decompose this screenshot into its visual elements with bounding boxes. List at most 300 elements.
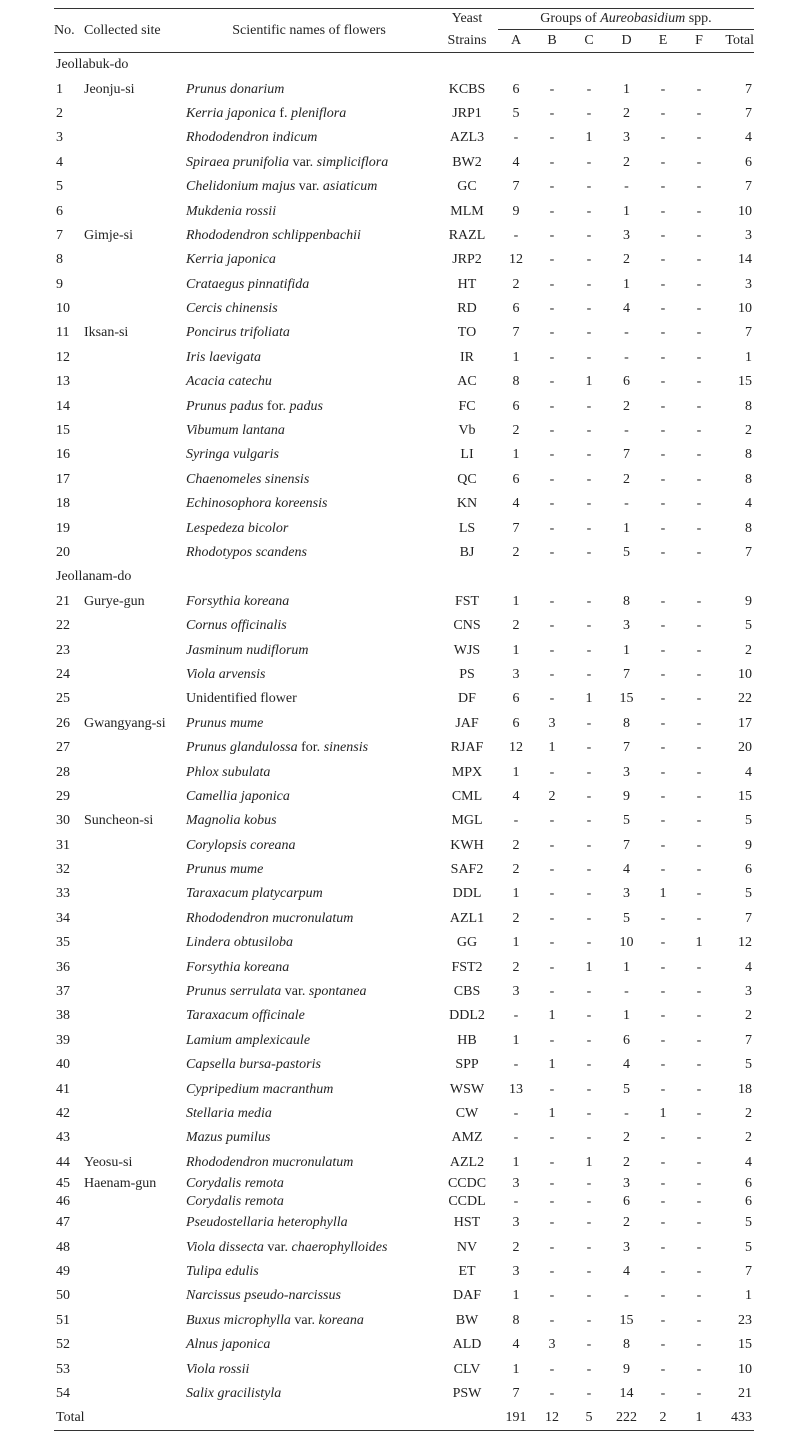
row-total: 21 (738, 1385, 752, 1401)
group-b-count: - (549, 691, 555, 707)
row-number: 6 (56, 203, 63, 219)
collected-site (84, 858, 182, 882)
group-e-count: - (660, 1130, 666, 1146)
group-b-count: - (549, 813, 555, 829)
group-b-count: 3 (548, 715, 556, 731)
row-total: 23 (738, 1312, 752, 1328)
group-a-count: 1 (512, 935, 520, 951)
row-total: 6 (745, 1175, 752, 1191)
group-c-count: - (586, 1361, 592, 1377)
table-row (54, 712, 754, 736)
row-number: 7 (56, 227, 63, 243)
collected-site (84, 760, 182, 784)
group-a-count: 8 (512, 1312, 520, 1328)
group-b-count: 2 (548, 788, 556, 804)
scientific-name (182, 541, 436, 565)
group-d-count: 7 (623, 740, 630, 756)
row-total: 7 (745, 1263, 752, 1279)
group-d-count: 14 (619, 1385, 634, 1401)
group-d-count: 2 (623, 1154, 630, 1170)
table-row (54, 126, 754, 150)
table-row (54, 419, 754, 443)
group-e-count: - (660, 447, 666, 463)
scientific-name (182, 712, 436, 736)
row-total: 9 (745, 593, 752, 609)
yeast-strain: MGL (451, 813, 483, 829)
group-f-count: - (696, 910, 702, 926)
group-e-count: - (660, 1263, 666, 1279)
row-number: 22 (56, 618, 70, 634)
row-number: 44 (56, 1154, 70, 1170)
header-groups (498, 9, 754, 30)
group-e-count: - (660, 1337, 666, 1353)
row-total: 5 (745, 1239, 752, 1255)
group-d-count: 8 (623, 715, 630, 731)
collected-site (84, 1309, 182, 1333)
row-number: 36 (56, 959, 70, 975)
group-a-count: 1 (512, 642, 520, 658)
group-d-count: 1 (623, 1008, 630, 1024)
scientific-name-part: Lespedeza bicolor (186, 520, 289, 536)
table-row (54, 1029, 754, 1053)
header-groups-prefix: Groups of (540, 11, 601, 26)
group-e-count: - (660, 203, 666, 219)
group-a-count: - (513, 1057, 519, 1073)
scientific-name (182, 126, 436, 150)
group-b-count: - (549, 203, 555, 219)
row-total: 5 (745, 1057, 752, 1073)
yeast-strain: QC (457, 471, 477, 487)
group-b-count: - (549, 1193, 555, 1209)
table-row (54, 931, 754, 955)
group-c-count: - (586, 788, 592, 804)
table-row (54, 663, 754, 687)
group-a-count: 6 (512, 691, 520, 707)
table-row (54, 1260, 754, 1284)
collected-site (84, 1126, 182, 1150)
scientific-name (182, 614, 436, 638)
row-total: 10 (738, 301, 752, 317)
group-d-count: 8 (623, 1337, 630, 1353)
collected-site (84, 1357, 182, 1381)
group-d-count: 5 (623, 910, 630, 926)
group-f-count: - (696, 1032, 702, 1048)
row-total: 6 (745, 1193, 752, 1209)
group-d-count: 7 (623, 837, 630, 853)
table-row (54, 468, 754, 492)
yeast-strain: HT (457, 276, 477, 292)
scientific-name-part: for. (263, 398, 290, 414)
group-a-count: 13 (509, 1081, 523, 1097)
group-b-count: - (549, 618, 555, 634)
collected-site: Gurye-gun (84, 593, 145, 609)
yeast-strain: AZL2 (449, 1154, 485, 1170)
scientific-name-part: var. (289, 154, 317, 170)
group-b-count: - (549, 959, 555, 975)
group-c-count: - (586, 1057, 592, 1073)
collected-site (84, 126, 182, 150)
row-total: 7 (745, 81, 752, 97)
scientific-name (182, 809, 436, 833)
group-c-count: - (586, 886, 592, 902)
yeast-strain: KWH (450, 837, 484, 853)
group-c-count: - (586, 837, 592, 853)
scientific-name-part: Mazus pumilus (186, 1130, 271, 1146)
collected-site (84, 1193, 182, 1211)
group-f-count: - (696, 618, 702, 634)
scientific-name-part: pleniflora (291, 105, 347, 121)
row-number: 10 (56, 301, 70, 317)
row-number: 19 (56, 520, 70, 536)
yeast-strain: JRP2 (452, 252, 482, 268)
group-b-count: - (549, 496, 555, 512)
group-c-count: - (586, 1263, 592, 1279)
group-b-count: - (549, 471, 555, 487)
row-number: 37 (56, 984, 70, 1000)
collected-site (84, 785, 182, 809)
scientific-name-part: Rhododendron schlippenbachii (186, 227, 361, 243)
group-f-count: - (696, 1130, 702, 1146)
yeast-strain: PSW (452, 1385, 482, 1401)
group-e-count: - (660, 520, 666, 536)
group-f-count: - (696, 1312, 702, 1328)
yeast-strain: DDL (452, 886, 482, 902)
group-a-count: 1 (512, 1032, 520, 1048)
group-b-count: 3 (548, 1337, 556, 1353)
group-c-count: 1 (585, 959, 593, 975)
group-a-count: 1 (512, 764, 520, 780)
group-d-count: 2 (623, 398, 630, 414)
yeast-strain: KN (456, 496, 478, 512)
table-row (54, 955, 754, 979)
scientific-name (182, 1309, 436, 1333)
collected-site (84, 1004, 182, 1028)
group-f-count: - (696, 764, 702, 780)
row-number: 33 (56, 886, 70, 902)
table-row (54, 175, 754, 199)
scientific-name (182, 760, 436, 784)
group-a-count: - (513, 1105, 519, 1121)
table-row (54, 1151, 754, 1175)
group-c-count: - (586, 203, 592, 219)
group-b-count: - (549, 886, 555, 902)
group-e-count: - (660, 837, 666, 853)
totals-row (54, 1406, 754, 1431)
group-d-count: 4 (623, 1057, 630, 1073)
yeast-strain: CCDL (448, 1193, 486, 1209)
table-row (54, 516, 754, 540)
group-a-count: 2 (512, 276, 520, 292)
scientific-name-part: Poncirus trifoliata (186, 325, 290, 341)
yeast-strain: RJAF (450, 740, 484, 756)
yeast-strain: WSW (449, 1081, 485, 1097)
scientific-name (182, 1284, 436, 1308)
row-total: 5 (745, 1215, 752, 1231)
scientific-name-part: Alnus japonica (186, 1337, 271, 1353)
scientific-name-part: Spiraea prunifolia (186, 154, 290, 170)
group-e-count: - (660, 1215, 666, 1231)
group-a-count: 3 (512, 666, 520, 682)
group-e-count: - (660, 910, 666, 926)
row-total: 4 (745, 959, 752, 975)
row-number: 45 (56, 1175, 70, 1191)
table-row (54, 882, 754, 906)
group-a-count: - (513, 1130, 519, 1146)
collected-site (84, 1235, 182, 1259)
yeast-strain: Vb (458, 423, 476, 439)
group-f-count: - (696, 740, 702, 756)
group-f-count: - (696, 154, 702, 170)
group-b-count: - (549, 398, 555, 414)
scientific-name (182, 980, 436, 1004)
group-d-count: 2 (623, 471, 630, 487)
group-b-count: - (549, 179, 555, 195)
group-f-count: - (696, 837, 702, 853)
group-e-count: - (660, 1361, 666, 1377)
group-c-count: - (586, 301, 592, 317)
group-f-count: - (696, 203, 702, 219)
group-f-count: - (696, 447, 702, 463)
group-f-count: - (696, 520, 702, 536)
scientific-name (182, 394, 436, 418)
header-no: No. (54, 9, 84, 53)
scientific-name-part: Mukdenia rossii (186, 203, 277, 219)
scientific-name (182, 419, 436, 443)
table-row (54, 273, 754, 297)
row-total: 9 (745, 837, 752, 853)
header-group-d: D (608, 30, 645, 53)
table-row (54, 785, 754, 809)
scientific-name (182, 907, 436, 931)
row-total: 1 (745, 349, 752, 365)
collected-site: Haenam-gun (84, 1175, 157, 1191)
collected-site: Jeonju-si (84, 81, 135, 97)
table-row (54, 1004, 754, 1028)
group-c-count: - (586, 1193, 592, 1209)
table-row (54, 1284, 754, 1308)
group-b-count: - (549, 764, 555, 780)
scientific-name-part: Capsella bursa-pastoris (186, 1057, 321, 1073)
yeast-strain: LS (458, 520, 476, 536)
scientific-name (182, 346, 436, 370)
group-f-count: - (696, 1175, 702, 1191)
scientific-name-part: Viola rossii (186, 1361, 250, 1377)
group-f-count: - (696, 1337, 702, 1353)
group-b-count: - (549, 1032, 555, 1048)
group-c-count: - (586, 252, 592, 268)
group-c-count: 1 (585, 691, 593, 707)
group-c-count: - (586, 520, 592, 536)
scientific-name (182, 1193, 436, 1211)
group-b-count: - (549, 81, 555, 97)
scientific-name-part: Syringa vulgaris (186, 447, 279, 463)
yeast-strain: BW2 (452, 154, 482, 170)
group-d-count: 3 (623, 618, 630, 634)
row-number: 18 (56, 496, 70, 512)
group-e-count: - (660, 227, 666, 243)
scientific-name (182, 273, 436, 297)
group-a-count: 4 (512, 496, 520, 512)
group-a-count: 2 (512, 423, 520, 439)
group-c-count: - (586, 398, 592, 414)
row-number: 51 (56, 1312, 70, 1328)
scientific-name-part: var. (295, 179, 323, 195)
row-number: 26 (56, 715, 70, 731)
row-number: 40 (56, 1057, 70, 1073)
scientific-name (182, 858, 436, 882)
scientific-name (182, 1211, 436, 1235)
group-a-count: 3 (512, 984, 520, 1000)
group-a-count: 2 (512, 618, 520, 634)
row-total: 8 (745, 447, 752, 463)
group-e-count: - (660, 1008, 666, 1024)
row-number: 12 (56, 349, 70, 365)
collected-site (84, 297, 182, 321)
yeast-strain: AMZ (451, 1130, 483, 1146)
group-f-count: - (696, 1361, 702, 1377)
scientific-name-part: koreana (318, 1312, 364, 1328)
group-c-count: - (586, 496, 592, 512)
scientific-name-part: var. (263, 1239, 292, 1255)
row-number: 13 (56, 374, 70, 390)
group-e-count: - (660, 618, 666, 634)
scientific-name-part: Kerria japonica (186, 105, 276, 121)
group-f-count: - (696, 1385, 702, 1401)
scientific-name (182, 77, 436, 101)
group-d-count: - (624, 325, 629, 341)
row-total: 18 (738, 1081, 752, 1097)
header-group-c: C (570, 30, 608, 53)
yeast-strain: DAF (452, 1288, 481, 1304)
table-row (54, 1211, 754, 1235)
group-f-count: - (696, 593, 702, 609)
table-row (54, 346, 754, 370)
scientific-name-part: Corydalis remota (186, 1193, 284, 1209)
scientific-name (182, 1151, 436, 1175)
group-c-count: - (586, 1337, 592, 1353)
group-c-count: - (586, 227, 592, 243)
group-d-count: 6 (623, 374, 630, 390)
group-c-count: - (586, 935, 592, 951)
group-f-count: - (696, 105, 702, 121)
group-a-count: 1 (512, 593, 520, 609)
header-group-a: A (498, 30, 534, 53)
group-a-count: 1 (512, 1154, 520, 1170)
group-f-count: - (696, 642, 702, 658)
collected-site (84, 1333, 182, 1357)
header-group-f: F (681, 30, 717, 53)
row-number: 39 (56, 1032, 70, 1048)
group-a-count: 3 (512, 1215, 520, 1231)
scientific-name (182, 1382, 436, 1406)
scientific-name-part: Echinosophora koreensis (186, 496, 328, 512)
group-f-count: - (696, 691, 702, 707)
row-number: 47 (56, 1215, 70, 1231)
scientific-name-part: Cornus officinalis (186, 618, 287, 634)
collected-site (84, 102, 182, 126)
yeast-strain: ALD (452, 1337, 482, 1353)
totals-label: Total (54, 1406, 498, 1431)
group-b-count: - (549, 593, 555, 609)
scientific-name (182, 321, 436, 345)
group-b-count: 1 (548, 1008, 556, 1024)
scientific-name-part: Prunus glandulossa (186, 740, 298, 756)
group-f-count: - (696, 1215, 702, 1231)
group-e-count: - (660, 179, 666, 195)
group-e-count: - (660, 545, 666, 560)
group-e-count: - (660, 1193, 666, 1209)
yeast-strain: KCBS (448, 81, 486, 97)
group-d-count: 6 (623, 1193, 630, 1209)
group-e-count: - (660, 740, 666, 756)
row-total: 6 (745, 862, 752, 878)
collected-site (84, 443, 182, 467)
table-row (54, 638, 754, 662)
section-row (54, 565, 754, 589)
collected-site (84, 1029, 182, 1053)
scientific-name-part: Rhododendron indicum (186, 130, 318, 146)
scientific-name-part: Rhododendron mucronulatum (186, 1154, 354, 1170)
scientific-name-part: Corylopsis coreana (186, 837, 296, 853)
group-b-count: - (549, 1081, 555, 1097)
row-total: 2 (745, 1008, 752, 1024)
row-number: 43 (56, 1130, 70, 1146)
group-a-count: - (513, 1008, 519, 1024)
group-c-count: 1 (585, 130, 593, 146)
group-b-count: 1 (548, 740, 556, 756)
group-e-count: - (660, 301, 666, 317)
group-a-count: 8 (512, 374, 520, 390)
table-row (54, 809, 754, 833)
table-row (54, 1193, 754, 1211)
collected-site (84, 394, 182, 418)
group-a-count: 1 (512, 1288, 520, 1304)
total-group-b: 12 (534, 1406, 570, 1431)
row-total: 3 (745, 276, 752, 292)
group-c-count: - (586, 1288, 592, 1304)
group-e-count: - (660, 471, 666, 487)
group-c-count: - (586, 1130, 592, 1146)
yeast-strain: FST2 (451, 959, 483, 975)
group-b-count: - (549, 1385, 555, 1401)
group-b-count: - (549, 1263, 555, 1279)
group-e-count: - (660, 788, 666, 804)
scientific-name-part: Taraxacum officinale (186, 1008, 305, 1024)
collected-site (84, 541, 182, 565)
total-group-a: 191 (498, 1406, 534, 1431)
row-number: 8 (56, 252, 63, 268)
table-row (54, 1126, 754, 1150)
group-e-count: - (660, 154, 666, 170)
group-d-count: 15 (619, 1312, 634, 1328)
group-d-count: 2 (623, 154, 630, 170)
group-e-count: - (660, 862, 666, 878)
group-d-count: 3 (623, 1175, 630, 1191)
row-total: 5 (745, 886, 752, 902)
row-total: 7 (745, 105, 752, 121)
table-row (54, 1175, 754, 1193)
row-total: 4 (745, 130, 752, 146)
group-e-count: - (660, 1175, 666, 1191)
group-f-count: - (696, 130, 702, 146)
group-a-count: 2 (512, 1239, 520, 1255)
row-total: 4 (745, 1154, 752, 1170)
row-number: 24 (56, 666, 70, 682)
group-d-count: 3 (623, 764, 630, 780)
row-number: 11 (56, 325, 70, 341)
group-a-count: 6 (512, 398, 520, 414)
group-b-count: - (549, 325, 555, 341)
